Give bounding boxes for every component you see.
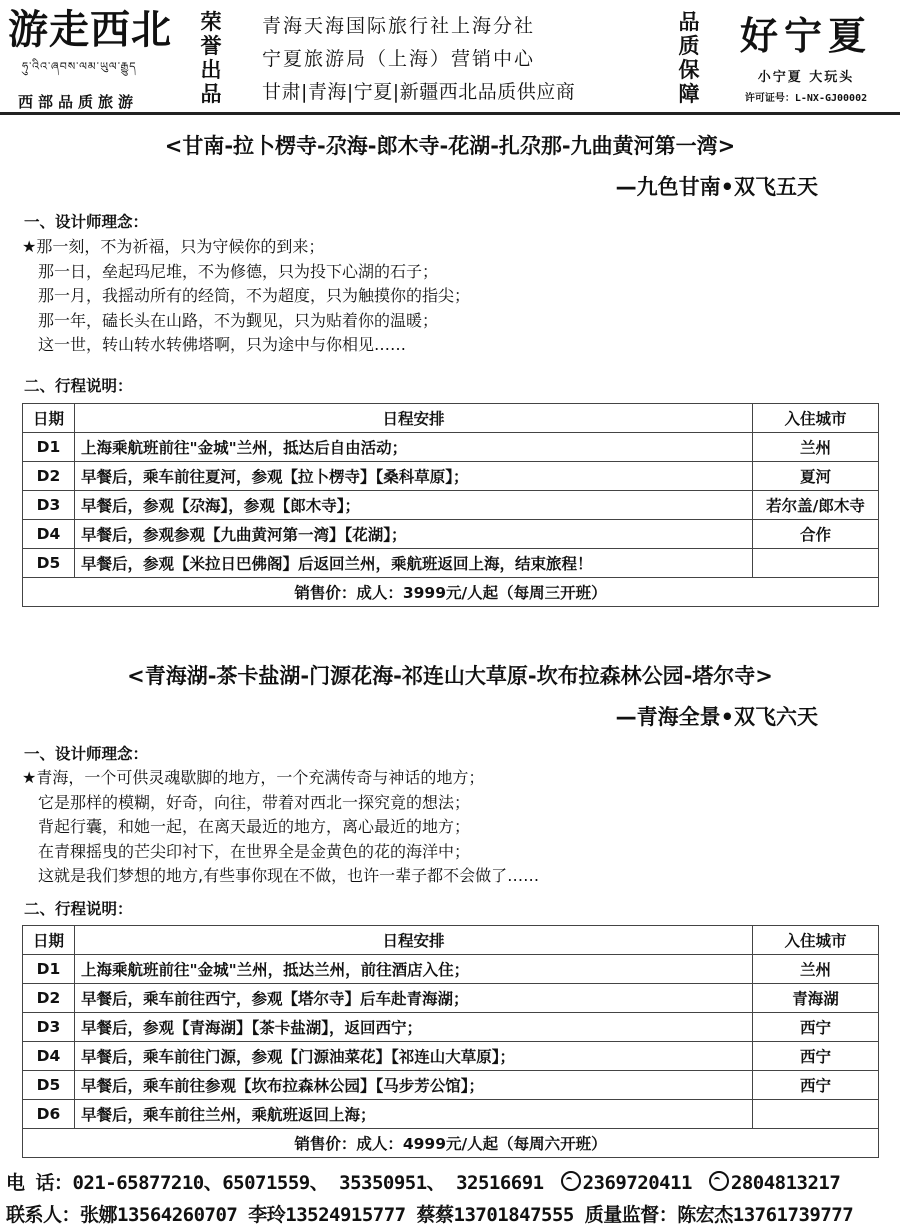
phone-numbers: 电 话：021-65877210、65071559、 35350951、 32516691 (6, 1172, 544, 1194)
route2-price: 销售价：成人：4999元/人起（每周六开班） (23, 1129, 879, 1158)
concept-line: 那一年，磕长头在山路，不为觐见，只为贴着你的温暖； (38, 310, 439, 330)
concept-line: 这一世，转山转水转佛塔啊，只为途中与你相见…… (38, 335, 407, 354)
table-row: D1 上海乘航班前往"金城"兰州，抵达后自由活动； 兰州 (23, 433, 879, 462)
table-row: D2 早餐后，乘车前往夏河，参观【拉卜楞寺】【桑科草原】； 夏河 (23, 462, 879, 491)
route2-concept-heading: 一、设计师理念： (24, 745, 149, 763)
quality-vertical-text: 品 质 保 障 (678, 10, 700, 106)
concept-line: 它是那样的模糊，好奇，向往，带着对西北一探究竟的想法； (38, 792, 471, 812)
brand-right-logo (716, 6, 896, 110)
route2-itinerary-table (22, 925, 879, 1158)
route2-subtitle: —青海全景•双飞六天 (615, 705, 818, 729)
table-row: D3 早餐后，参观【尕海】，参观【郎木寺】； 若尔盖/郎木寺 (23, 491, 879, 520)
brand-left-logo (8, 6, 188, 111)
table-row: D1 上海乘航班前往"金城"兰州，抵达兰州，前往酒店入住； 兰州 (23, 955, 879, 984)
concept-line: 那一月，我摇动所有的经筒，不为超度，只为触摸你的指尖； (38, 286, 471, 305)
route1-title: <甘南-拉卜楞寺-尕海-郎木寺-花湖-扎尕那-九曲黄河第一湾> (164, 134, 736, 158)
header-city: 入住城市 (753, 404, 879, 433)
header-date: 日期 (23, 404, 75, 433)
header-plan: 日程安排 (75, 926, 753, 955)
route2-title: <青海湖-茶卡盐湖-门源花海-祁连山大草原-坎布拉森林公园-塔尔寺> (127, 664, 773, 688)
contact-row: 联系人：张娜13564260707 李玲13524915777 蔡蔡13701847555 质量监督：陈宏杰13761739777 (6, 1204, 854, 1226)
qq-icon (561, 1171, 581, 1191)
table-row: D5 早餐后，参观【米拉日巴佛阁】后返回兰州，乘航班返回上海，结束旅程！ (23, 549, 879, 578)
price-row (23, 1129, 879, 1158)
header-date: 日期 (23, 926, 75, 955)
qq-number-1: 2369720411 (582, 1172, 692, 1194)
route1-itinerary-heading: 二、行程说明： (24, 377, 133, 395)
qq-number-2: 2804813217 (730, 1172, 841, 1194)
qq-icon (709, 1171, 729, 1191)
header-plan: 日程安排 (75, 404, 753, 433)
brand-left-subtitle: 西部品质旅游 (18, 93, 139, 111)
agency-line-2: 宁夏旅游局（上海）营销中心 (262, 48, 536, 70)
concept-line: 那一日，垒起玛尼堆，不为修德，只为投下心湖的石子； (38, 261, 439, 281)
route2-itinerary-heading: 二、行程说明： (24, 900, 133, 918)
agency-line-3: 甘肃|青海|宁夏|新疆西北品质供应商 (262, 81, 576, 103)
agency-line-1: 青海天海国际旅行社上海分社 (262, 15, 536, 37)
table-row: D2 早餐后，乘车前往西宁，参观【塔尔寺】后车赴青海湖； 青海湖 (23, 984, 879, 1013)
route1-price: 销售价：成人：3999元/人起（每周三开班） (23, 578, 879, 607)
header-banner (0, 0, 900, 112)
footer-contact (0, 1160, 900, 1230)
table-header-row (23, 926, 879, 955)
table-row: D4 早餐后，乘车前往门源，参观【门源油菜花】【祁连山大草原】； 西宁 (23, 1042, 879, 1071)
concept-line: 这就是我们梦想的地方,有些事你现在不做，也许一辈子都不会做了…… (38, 866, 540, 885)
brand-left-title: 游走西北 (8, 6, 172, 53)
table-row: D5 早餐后，乘车前往参观【坎布拉森林公园】【马步芳公馆】； 西宁 (23, 1071, 879, 1100)
license-number: 许可证号：L-NX-GJ00002 (744, 93, 868, 104)
concept-line: ★那一刻，不为祈福，只为守候你的到来； (22, 237, 325, 256)
route1-concept-heading: 一、设计师理念： (24, 213, 149, 231)
route1-concept (22, 235, 882, 358)
brand-right-tagline: 小宁夏 大玩头 (757, 70, 855, 85)
header-divider (0, 112, 900, 115)
concept-line: ★青海，一个可供灵魂歇脚的地方，一个充满传奇与神话的地方； (22, 768, 485, 787)
honor-vertical-text: 荣 誉 出 品 (200, 10, 222, 106)
table-row: D4 早餐后，参观参观【九曲黄河第一湾】【花湖】； 合作 (23, 520, 879, 549)
table-header-row (23, 404, 879, 433)
phone-row (6, 1168, 840, 1195)
route2-concept (22, 766, 882, 889)
table-row: D6 早餐后，乘车前往兰州，乘航班返回上海； (23, 1100, 879, 1129)
route1-subtitle: —九色甘南•双飞五天 (615, 175, 818, 199)
price-row (23, 578, 879, 607)
table-row: D3 早餐后，参观【青海湖】【茶卡盐湖】，返回西宁； 西宁 (23, 1013, 879, 1042)
brand-left-tibetan: ཧུ་འིའ་ཞབས་ལམ་ཡུལ་རྒྱུད (22, 60, 137, 73)
header-city: 入住城市 (753, 926, 879, 955)
agency-info (262, 10, 662, 109)
brand-right-title: 好宁夏 (739, 13, 872, 58)
route1-itinerary-table (22, 403, 879, 607)
concept-line: 在青稞摇曳的芒尖印衬下，在世界全是金黄色的花的海洋中； (38, 841, 471, 861)
concept-line: 背起行囊，和她一起，在离天最近的地方，离心最近的地方； (38, 817, 471, 836)
